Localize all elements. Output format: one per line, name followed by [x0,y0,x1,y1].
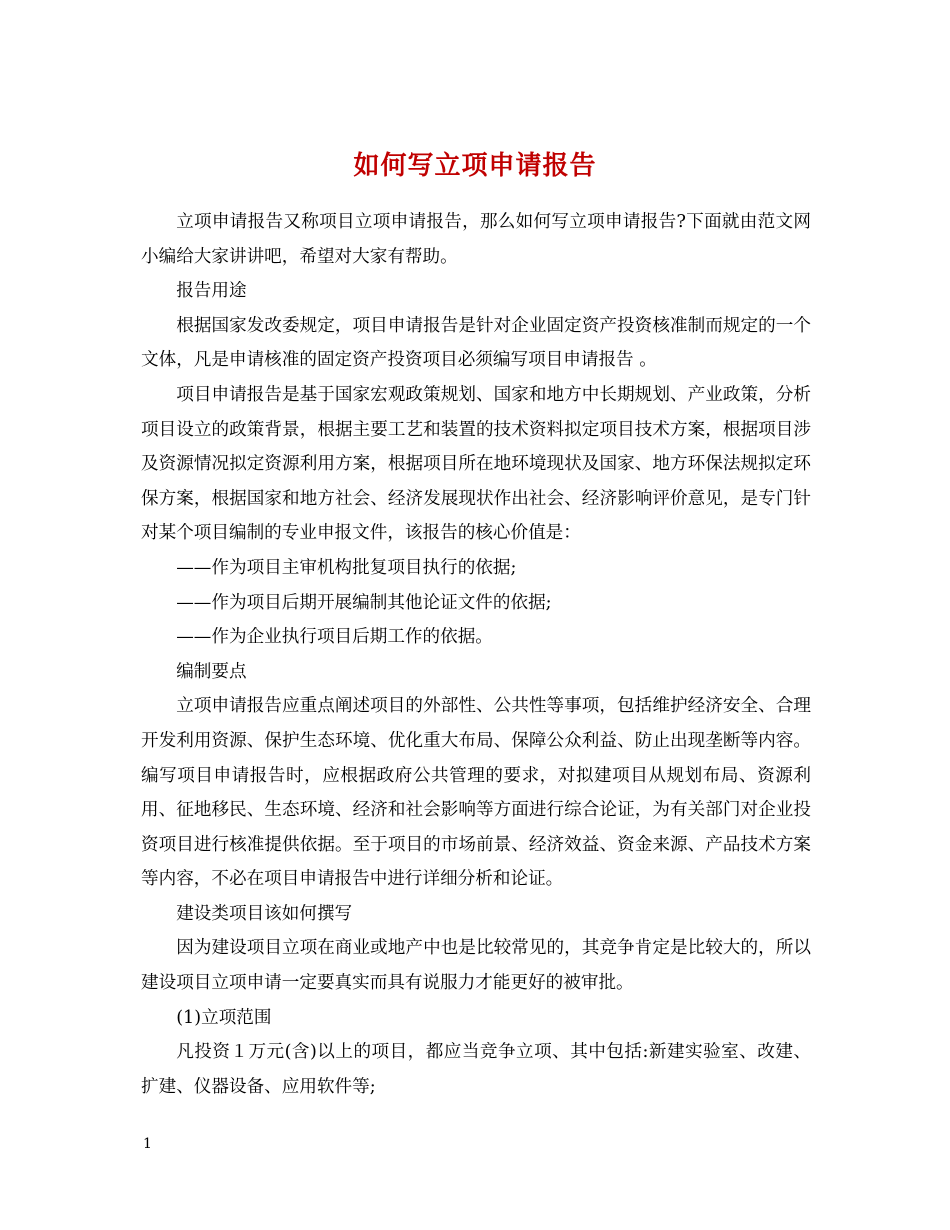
list-item: ——作为项目主审机构批复项目执行的依据; [176,557,517,578]
body-paragraph: 立项申请报告应重点阐述项目的外部性、公共性等事项，包括维护经济安全、合理开发利用资源、保护生态环境、优化重大布局、保障公众利益、防止出现垄断等内容。编写项目申请报告时，应根据政府公共管理的要求，对拟建项目从规划布局、资源利用、征地移民、生态环境、经济和社会影响等方面进行综合论证，为有关部门对企业投资项目进行核准提供依据。至于项目的市场前景、经济效益、资金来源、产品技术方案等内容，不必在项目申请报告中进行详细分析和论证。 [141,696,811,890]
intro-paragraph: 立项申请报告又称项目立项申请报告，那么如何写立项申请报告?下面就由范文网小编给大家讲讲吧，希望对大家有帮助。 [141,212,811,267]
subsection-heading-scope: (1)立项范围 [176,1007,272,1028]
list-item: ——作为企业执行项目后期工作的依据。 [176,627,493,648]
body-paragraph: 因为建设项目立项在商业或地产中也是比较常见的，其竞争肯定是比较大的，所以建设项目立项申请一定要真实而具有说服力才能更好的被审批。 [141,938,811,994]
body-paragraph: 凡投资１万元(含)以上的项目，都应当竞争立项、其中包括:新建实验室、改建、扩建、仪器设备、应用软件等; [141,1042,811,1097]
section-heading-construction: 建设类项目该如何撰写 [176,903,353,924]
document-body [141,205,811,1104]
body-paragraph: 根据国家发改委规定，项目申请报告是针对企业固定资产投资核准制而规定的一个文体，凡是申请核准的固定资产投资项目必须编写项目申请报告 。 [141,315,811,371]
body-paragraph: 项目申请报告是基于国家宏观政策规划、国家和地方中长期规划、产业政策，分析项目设立的政策背景，根据主要工艺和装置的技术资料拟定项目技术方案，根据项目涉及资源情况拟定资源利用方案，根据项目所在地环境现状及国家、地方环保法规拟定环保方案，根据国家和地方社会、经济发展现状作出社会、经济影响评价意见，是专门针对某个项目编制的专业申报文件，该报告的核心价值是： [141,384,811,544]
section-heading-key-points: 编制要点 [176,661,247,682]
list-item: ——作为项目后期开展编制其他论证文件的依据; [176,592,552,613]
document-title: 如何写立项申请报告 [353,151,597,182]
page-number: 1 [143,1136,152,1152]
section-heading-purpose: 报告用途 [176,281,247,302]
